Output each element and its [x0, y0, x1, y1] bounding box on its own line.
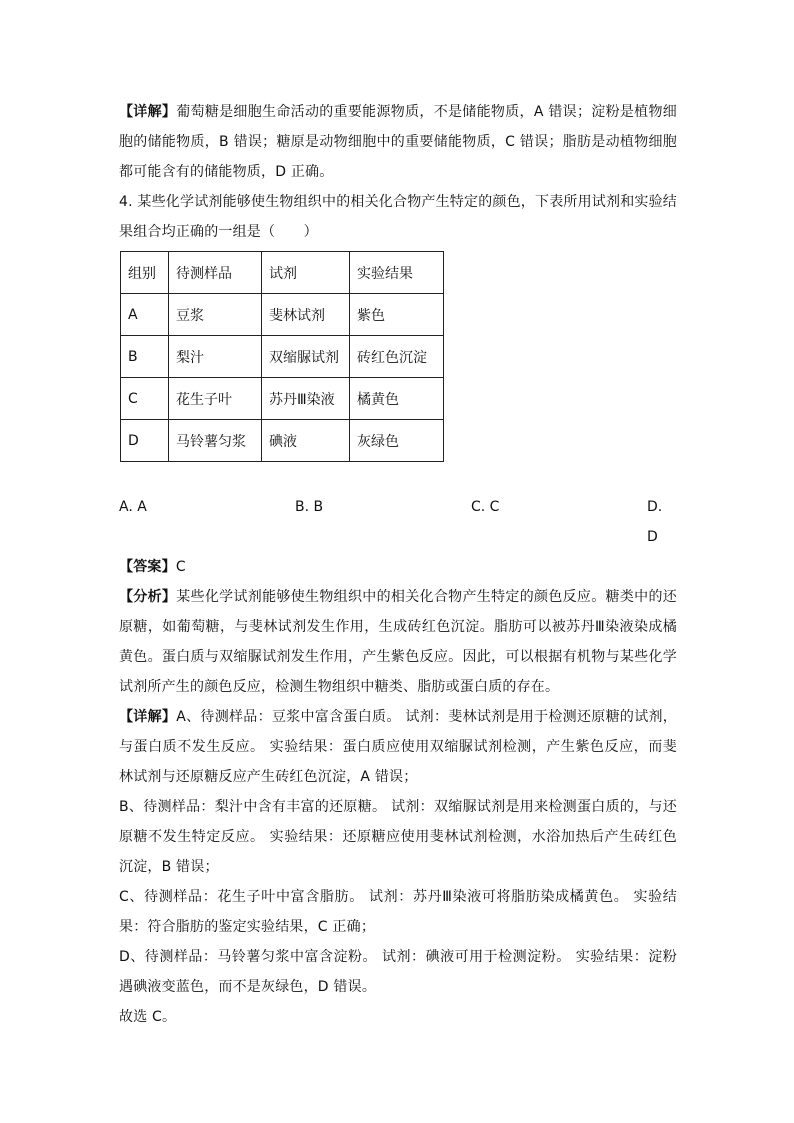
analysis-text: 某些化学试剂能够使生物组织中的相关化合物产生特定的颜色反应。糖类中的还原糖，如葡萄糖，与斐林试剂发生作用，生成砖红色沉淀。脂肪可以被苏丹Ⅲ染液染成橘黄色。蛋白质与双缩脲试剂发生作用，产生紫色反应。因此，可以根据有机物与某些化学试剂所产生的颜色反应，检测生物组织中糖类、脂肪或蛋白质的存在。: [119, 589, 677, 695]
detail-tag: 【详解】: [119, 709, 177, 725]
detail-paragraph-1: [119, 97, 677, 187]
table-cell: 砖红色沉淀: [350, 336, 444, 378]
table-cell: 苏丹Ⅲ染液: [262, 378, 350, 420]
answer-options: [119, 492, 677, 552]
question-stem: 4. 某些化学试剂能够使生物组织中的相关化合物产生特定的颜色，下表所用试剂和实验结果组合均正确的一组是（ ）: [119, 194, 678, 240]
answer-tag: 【答案】: [119, 559, 176, 575]
answer-value: C: [175, 559, 186, 575]
table-header: 试剂: [262, 252, 350, 294]
table-cell: B: [121, 336, 169, 378]
table-row: [121, 294, 444, 336]
table-cell: 马铃薯匀浆: [169, 420, 262, 462]
document-page: [119, 97, 677, 1032]
detail-item-c: C、待测样品：花生子叶中富含脂肪。 试剂：苏丹Ⅲ染液可将脂肪染成橘黄色。 实验结果：符合脂肪的鉴定实验结果，C 正确；: [119, 889, 677, 935]
table-row: [121, 378, 444, 420]
table-cell: C: [121, 378, 169, 420]
analysis-paragraph: [119, 582, 677, 702]
table-header: 实验结果: [350, 252, 444, 294]
option-b: B. B: [295, 499, 324, 515]
option-c: C. C: [471, 499, 500, 515]
table-cell: 双缩脲试剂: [262, 336, 350, 378]
answer-line: [119, 552, 677, 582]
detail-item-b: B、待测样品：梨汁中含有丰富的还原糖。 试剂：双缩脲试剂是用来检测蛋白质的，与还原糖不发生特定反应。 实验结果：还原糖应使用斐林试剂检测，水浴加热后产生砖红色沉淀，B 错误；: [119, 799, 677, 875]
table-cell: 豆浆: [169, 294, 262, 336]
option-d: D. D: [647, 499, 663, 545]
detail-tag: 【详解】: [119, 104, 177, 120]
detail-item-d: D、待测样品：马铃薯匀浆中富含淀粉。 试剂：碘液可用于检测淀粉。 实验结果：淀粉遇碘液变蓝色，而不是灰绿色，D 错误。: [119, 949, 677, 995]
table-cell: 灰绿色: [350, 420, 444, 462]
detail-text: 葡萄糖是细胞生命活动的重要能源物质，不是储能物质，A 错误；淀粉是植物细胞的储能物质，B 错误；糖原是动物细胞中的重要储能物质，C 错误；脂肪是动植物细胞都可能含有的储能物质，D 正确。: [119, 104, 677, 180]
table-header: 待测样品: [169, 252, 262, 294]
table-cell: 花生子叶: [169, 378, 262, 420]
table-cell: D: [121, 420, 169, 462]
reagent-table: [120, 251, 444, 462]
table-cell: 梨汁: [169, 336, 262, 378]
table-header: 组别: [121, 252, 169, 294]
conclusion: 故选 C。: [119, 1009, 177, 1025]
table-row: [121, 420, 444, 462]
table-header-row: [121, 252, 444, 294]
table-cell: 碘液: [262, 420, 350, 462]
table-cell: 紫色: [350, 294, 444, 336]
detail-paragraph-2: [119, 702, 677, 792]
option-a: A. A: [119, 499, 147, 515]
analysis-tag: 【分析】: [119, 589, 177, 605]
table-cell: 斐林试剂: [262, 294, 350, 336]
table-row: [121, 336, 444, 378]
detail-item-a: A、待测样品：豆浆中富含蛋白质。 试剂：斐林试剂是用于检测还原糖的试剂，与蛋白质不发生反应。 实验结果：蛋白质应使用双缩脲试剂检测，产生紫色反应，而斐林试剂与还原糖反应产生砖红色沉淀，A 错误；: [119, 709, 677, 785]
table-cell: A: [121, 294, 169, 336]
table-cell: 橘黄色: [350, 378, 444, 420]
